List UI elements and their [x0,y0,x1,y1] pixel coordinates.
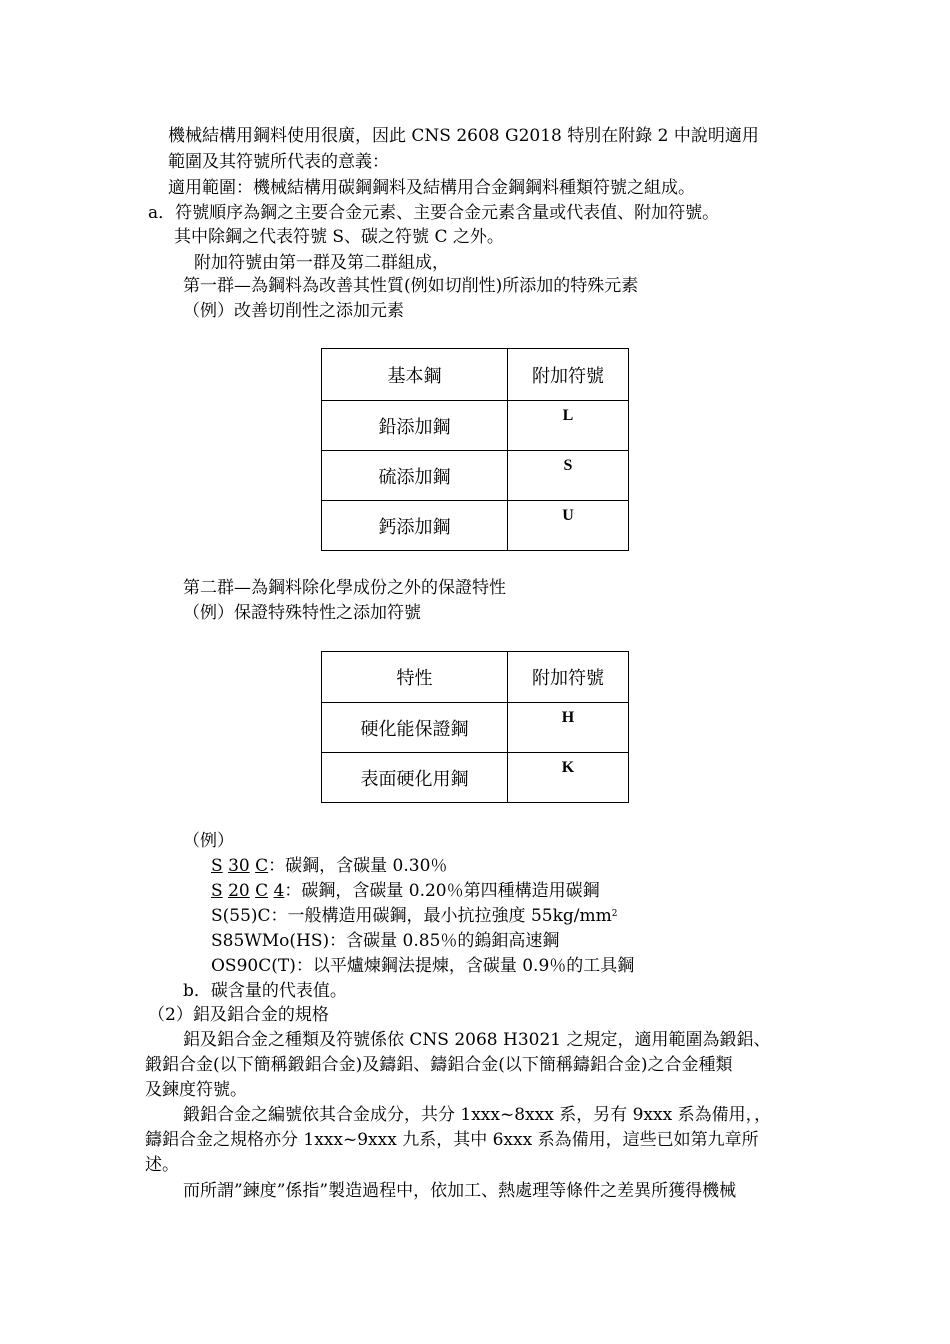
table1-row-name: 鉛添加鋼 [322,401,508,451]
example-s85wmo: S85WMo(HS)：含碳量 0.85％的鎢鉬高速鋼 [211,931,560,951]
section-2-para2-line3: 述。 [145,1155,179,1175]
item-b: b．碳含量的代表值。 [183,981,347,1001]
table1-row-code: S [508,451,629,501]
scope-line: 適用範圍：機械結構用碳鋼鋼料及結構用合金鋼鋼料種類符號之組成。 [168,178,695,198]
group2-example: （例）保證特殊特性之添加符號 [183,603,421,623]
section-2-para1-line3: 及鍊度符號。 [145,1080,247,1100]
table1-row-name: 鈣添加鋼 [322,501,508,551]
table1-header-basic-steel: 基本鋼 [322,349,508,401]
table2-row-name: 硬化能保證鋼 [322,703,508,753]
group2-heading: 第二群—為鋼料除化學成份之外的保證特性 [183,578,506,598]
group1-example: （例）改善切削性之添加元素 [183,301,404,321]
guaranteed-property-table [321,651,629,803]
example-s55c: S(55)C：一般構造用碳鋼，最小抗拉強度 $55kg/mm^2$ [211,906,618,926]
table2-header-property: 特性 [322,652,508,703]
table2-row-code: H [508,703,629,753]
table1-row-code: L [508,401,629,451]
examples-title: （例） [183,831,234,851]
section-2-para3-line1: 而所謂”鍊度”係指”製造過程中，依加工、熱處理等條件之差異所獲得機械 [183,1181,737,1201]
table1-header-symbol: 附加符號 [508,349,629,401]
section-2-para1-line2: 鍛鋁合金(以下簡稱鍛鋁合金)及鑄鋁、鑄鋁合金(以下簡稱鑄鋁合金)之合金種類 [145,1055,733,1075]
table1-row-code: U [508,501,629,551]
item-a-line-2: 其中除鋼之代表符號 S、碳之符號 C 之外。 [174,227,504,247]
table2-row-name: 表面硬化用鋼 [322,753,508,803]
section-2-title: （2）鋁及鋁合金的規格 [148,1005,329,1025]
section-2-para2-line1: 鍛鋁合金之編號依其合金成分，共分 1xxx~8xxx 系，另有 9xxx 系為備用，， [183,1105,772,1125]
example-os90c: OS90C(T)：以平爐煉鋼法提煉，含碳量 0.9％的工具鋼 [211,956,635,976]
intro-line-2: 範圍及其符號所代表的意義： [168,152,389,172]
intro-line-1: 機械結構用鋼料使用很廣，因此 CNS 2608 G2018 特別在附錄 2 中說明適用 [168,126,759,146]
example-s30c: S 30 C：碳鋼，含碳量 0.30％ [211,856,448,876]
item-a-line-3: 附加符號由第一群及第二群組成， [194,253,449,273]
additive-element-table [321,348,629,551]
section-2-para1-line1: 鋁及鋁合金之種類及符號係依 CNS 2068 H3021 之規定，適用範圍為鍛鋁、 [183,1030,771,1050]
item-a-line-1: a．符號順序為鋼之主要合金元素、主要合金元素含量或代表值、附加符號。 [148,203,720,223]
table1-row-name: 硫添加鋼 [322,451,508,501]
table2-header-symbol: 附加符號 [508,652,629,703]
table2-row-code: K [508,753,629,803]
example-s20c4: S 20 C 4：碳鋼，含碳量 0.20％第四種構造用碳鋼 [211,881,600,901]
section-2-para2-line2: 鑄鋁合金之規格亦分 1xxx~9xxx 九系，其中 6xxx 系為備用，這些已如第九章所 [145,1130,759,1150]
group1-heading: 第一群—為鋼料為改善其性質(例如切削性)所添加的特殊元素 [183,276,639,296]
